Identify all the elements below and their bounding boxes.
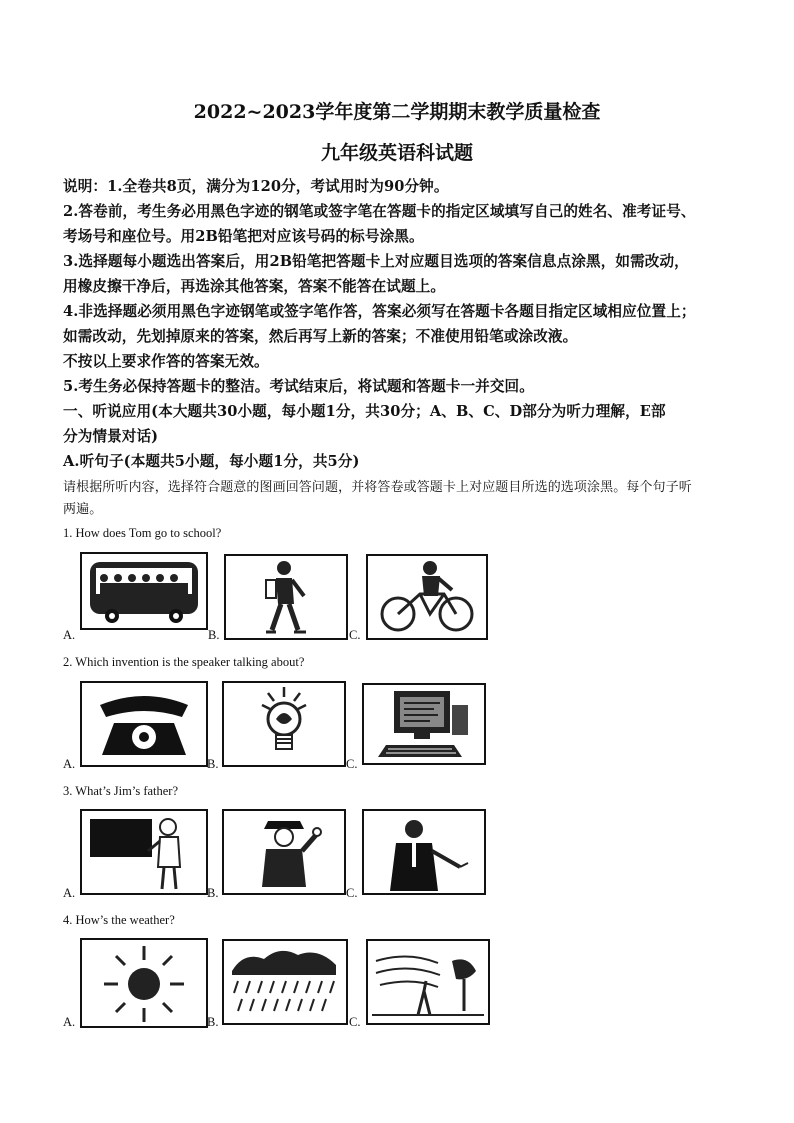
exam-title-line1: 2022~2023学年度第二学期期末教学质量检查 [193, 101, 601, 123]
instruction-line: 2.答卷前，考生务必用黑色字迹的钢笔或签字笔在答题卡的指定区域填写自己的姓名、准考证号、 [63, 203, 696, 220]
section-heading: 一、听说应用(本大题共30小题，每小题1分，共30分；A、B、C、D部分为听力理解，E部 [63, 403, 666, 420]
section-heading-cont: 分为情景对话) [63, 428, 159, 445]
windy-picture[interactable] [366, 939, 490, 1025]
instruction-line: 4.非选择题必须用黑色字迹钢笔或签字笔作答，答案必须写在答题卡各题目指定区域相应位置上； [63, 303, 696, 320]
part-a-heading: A.听句子(本题共5小题，每小题1分，共5分) [63, 453, 360, 470]
question-2: 2. Which invention is the speaker talking about? [63, 655, 305, 669]
sunny-picture[interactable] [80, 938, 208, 1028]
option-label: B. [208, 628, 220, 642]
part-a-directions: 请根据所听内容，选择符合题意的图画回答问题，并将答卷或答题卡上对应题目所选的选项涂黑。每个句子听 [63, 480, 692, 495]
instruction-line: 如需改动，先划掉原来的答案，然后再写上新的答案；不准使用铅笔或涂改液。 [63, 328, 578, 345]
option-label: A. [63, 886, 76, 900]
exam-title-line2: 九年级英语科试题 [320, 142, 473, 164]
walking-boy-picture[interactable] [224, 554, 348, 640]
instruction-line: 用橡皮擦干净后，再选涂其他答案，答案不能答在试题上。 [63, 278, 446, 295]
option-label: C. [349, 628, 361, 642]
option-label: C. [349, 1015, 361, 1029]
instruction-line: 5.考生务必保持答题卡的整洁。考试结束后，将试题和答题卡一并交回。 [63, 378, 534, 395]
rainy-picture[interactable] [222, 939, 348, 1025]
question-1: 1. How does Tom go to school? [63, 526, 222, 540]
computer-picture[interactable] [362, 683, 486, 765]
option-label: B. [207, 886, 219, 900]
telephone-picture[interactable] [80, 681, 208, 767]
option-label: A. [63, 757, 76, 771]
option-label: C. [346, 886, 358, 900]
instruction-line: 3.选择题每小题选出答案后，用2B铅笔把答题卡上对应题目选项的答案信息点涂黑，如需改动， [63, 253, 689, 270]
light-bulb-picture[interactable] [222, 681, 346, 767]
instruction-line: 说明：1.全卷共8页，满分为120分，考试用时为90分钟。 [63, 178, 449, 195]
option-label: A. [63, 628, 76, 642]
teacher-picture[interactable] [80, 809, 208, 895]
option-label: B. [207, 757, 219, 771]
question-4: 4. How’s the weather? [63, 913, 175, 927]
part-a-directions-cont: 两遍。 [63, 502, 103, 517]
option-label: B. [207, 1015, 219, 1029]
reporter-picture[interactable] [362, 809, 486, 895]
question-3: 3. What’s Jim’s father? [63, 784, 179, 798]
option-label: C. [346, 757, 358, 771]
bus-picture[interactable] [80, 552, 208, 630]
option-label: A. [63, 1015, 76, 1029]
cyclist-picture[interactable] [366, 554, 488, 640]
instruction-line: 不按以上要求作答的答案无效。 [63, 353, 269, 370]
instruction-line: 考场号和座位号。用2B铅笔把对应该号码的标号涂黑。 [63, 228, 424, 245]
policeman-picture[interactable] [222, 809, 346, 895]
